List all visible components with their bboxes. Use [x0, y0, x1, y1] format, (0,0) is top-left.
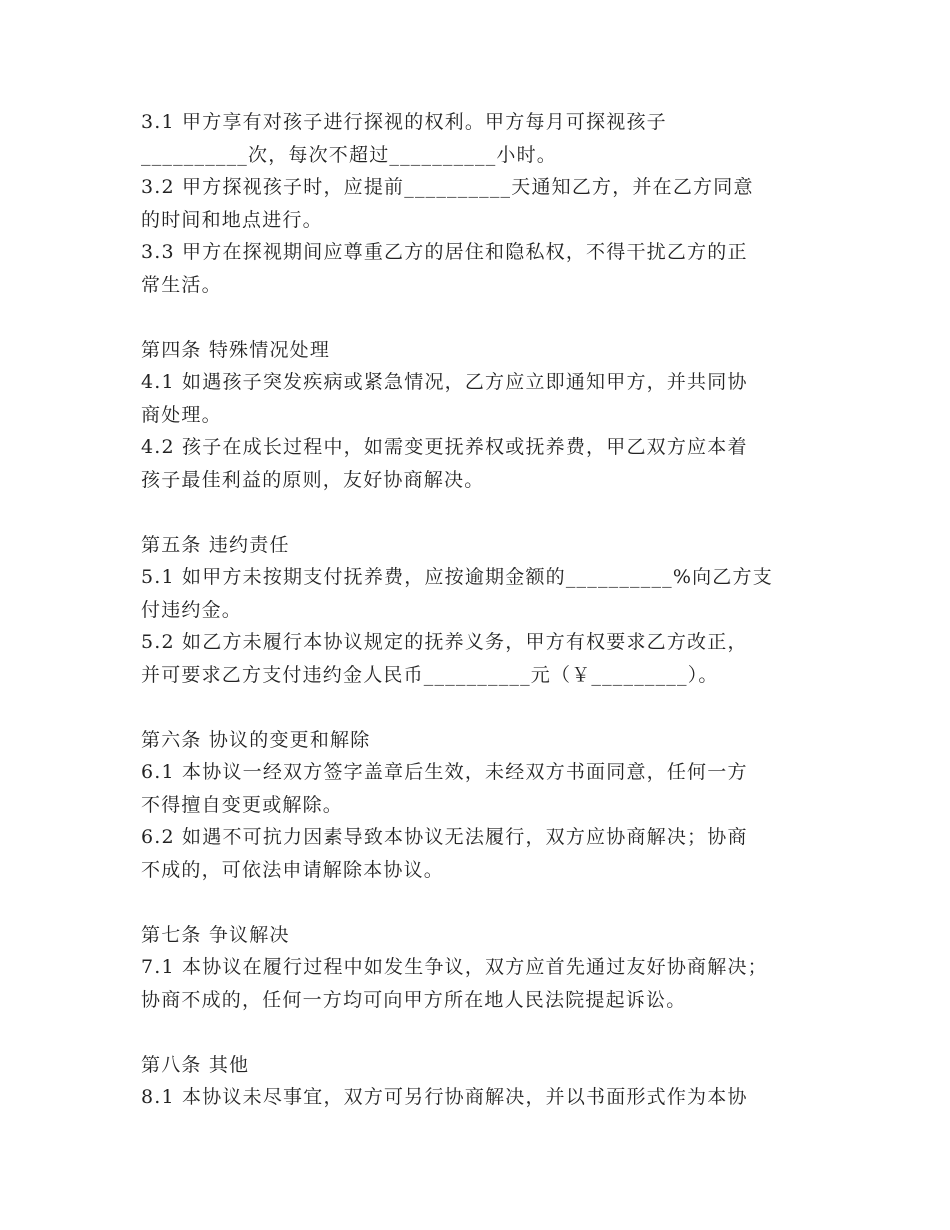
- document-body: [141, 106, 841, 1114]
- clause-5-1-line-1: 5.1 如甲方未按期支付抚养费，应按逾期金额的__________%向乙方支: [141, 566, 773, 588]
- article-5-heading: 第五条 违约责任: [141, 533, 290, 556]
- clause-4-1-line-1: 4.1 如遇孩子突发疾病或紧急情况，乙方应立即通知甲方，并共同协: [141, 371, 748, 393]
- clause-4-2-line-2: 孩子最佳利益的原则，友好协商解决。: [141, 468, 485, 491]
- clause-6-2-line-1: 6.2 如遇不可抗力因素导致本协议无法履行，双方应协商解决；协商: [141, 826, 748, 848]
- clause-5-2-line-2: 并可要求乙方支付违约金人民币__________元（￥_________）。: [141, 663, 719, 686]
- clause-7-1-line-2: 协商不成的，任何一方均可向甲方所在地人民法院提起诉讼。: [141, 988, 687, 1011]
- section-spacer: [141, 1016, 841, 1049]
- clause-3-2-line-1: 3.2 甲方探视孩子时，应提前__________天通知乙方，并在乙方同意: [141, 176, 754, 198]
- section-spacer: [141, 496, 841, 529]
- clause-8-1-line-1: 8.1 本协议未尽事宜，双方可另行协商解决，并以书面形式作为本协: [141, 1086, 748, 1108]
- article-8-heading: 第八条 其他: [141, 1053, 250, 1076]
- clause-3-3-line-2: 常生活。: [141, 273, 222, 296]
- clause-3-1-line-2: __________次，每次不超过__________小时。: [141, 143, 558, 166]
- clause-3-2-line-2: 的时间和地点进行。: [141, 208, 323, 231]
- clause-7-1-line-1: 7.1 本协议在履行过程中如发生争议，双方应首先通过友好协商解决；: [141, 956, 768, 978]
- clause-6-1-line-2: 不得擅自变更或解除。: [141, 793, 344, 816]
- clause-6-1-line-1: 6.1 本协议一经双方签字盖章后生效，未经双方书面同意，任何一方: [141, 761, 748, 783]
- article-7-heading: 第七条 争议解决: [141, 923, 290, 946]
- section-spacer: [141, 691, 841, 724]
- clause-5-2-line-1: 5.2 如乙方未履行本协议规定的抚养义务，甲方有权要求乙方改正，: [141, 631, 748, 653]
- article-6-heading: 第六条 协议的变更和解除: [141, 728, 371, 751]
- section-spacer: [141, 886, 841, 919]
- clause-3-1-line-1: 3.1 甲方享有对孩子进行探视的权利。甲方每月可探视孩子: [141, 111, 667, 133]
- clause-4-1-line-2: 商处理。: [141, 403, 222, 426]
- clause-6-2-line-2: 不成的，可依法申请解除本协议。: [141, 858, 445, 881]
- section-spacer: [141, 301, 841, 334]
- clause-4-2-line-1: 4.2 孩子在成长过程中，如需变更抚养权或抚养费，甲乙双方应本着: [141, 436, 748, 458]
- article-4-heading: 第四条 特殊情况处理: [141, 338, 331, 361]
- clause-3-3-line-1: 3.3 甲方在探视期间应尊重乙方的居住和隐私权，不得干扰乙方的正: [141, 241, 748, 263]
- clause-5-1-line-2: 付违约金。: [141, 598, 243, 621]
